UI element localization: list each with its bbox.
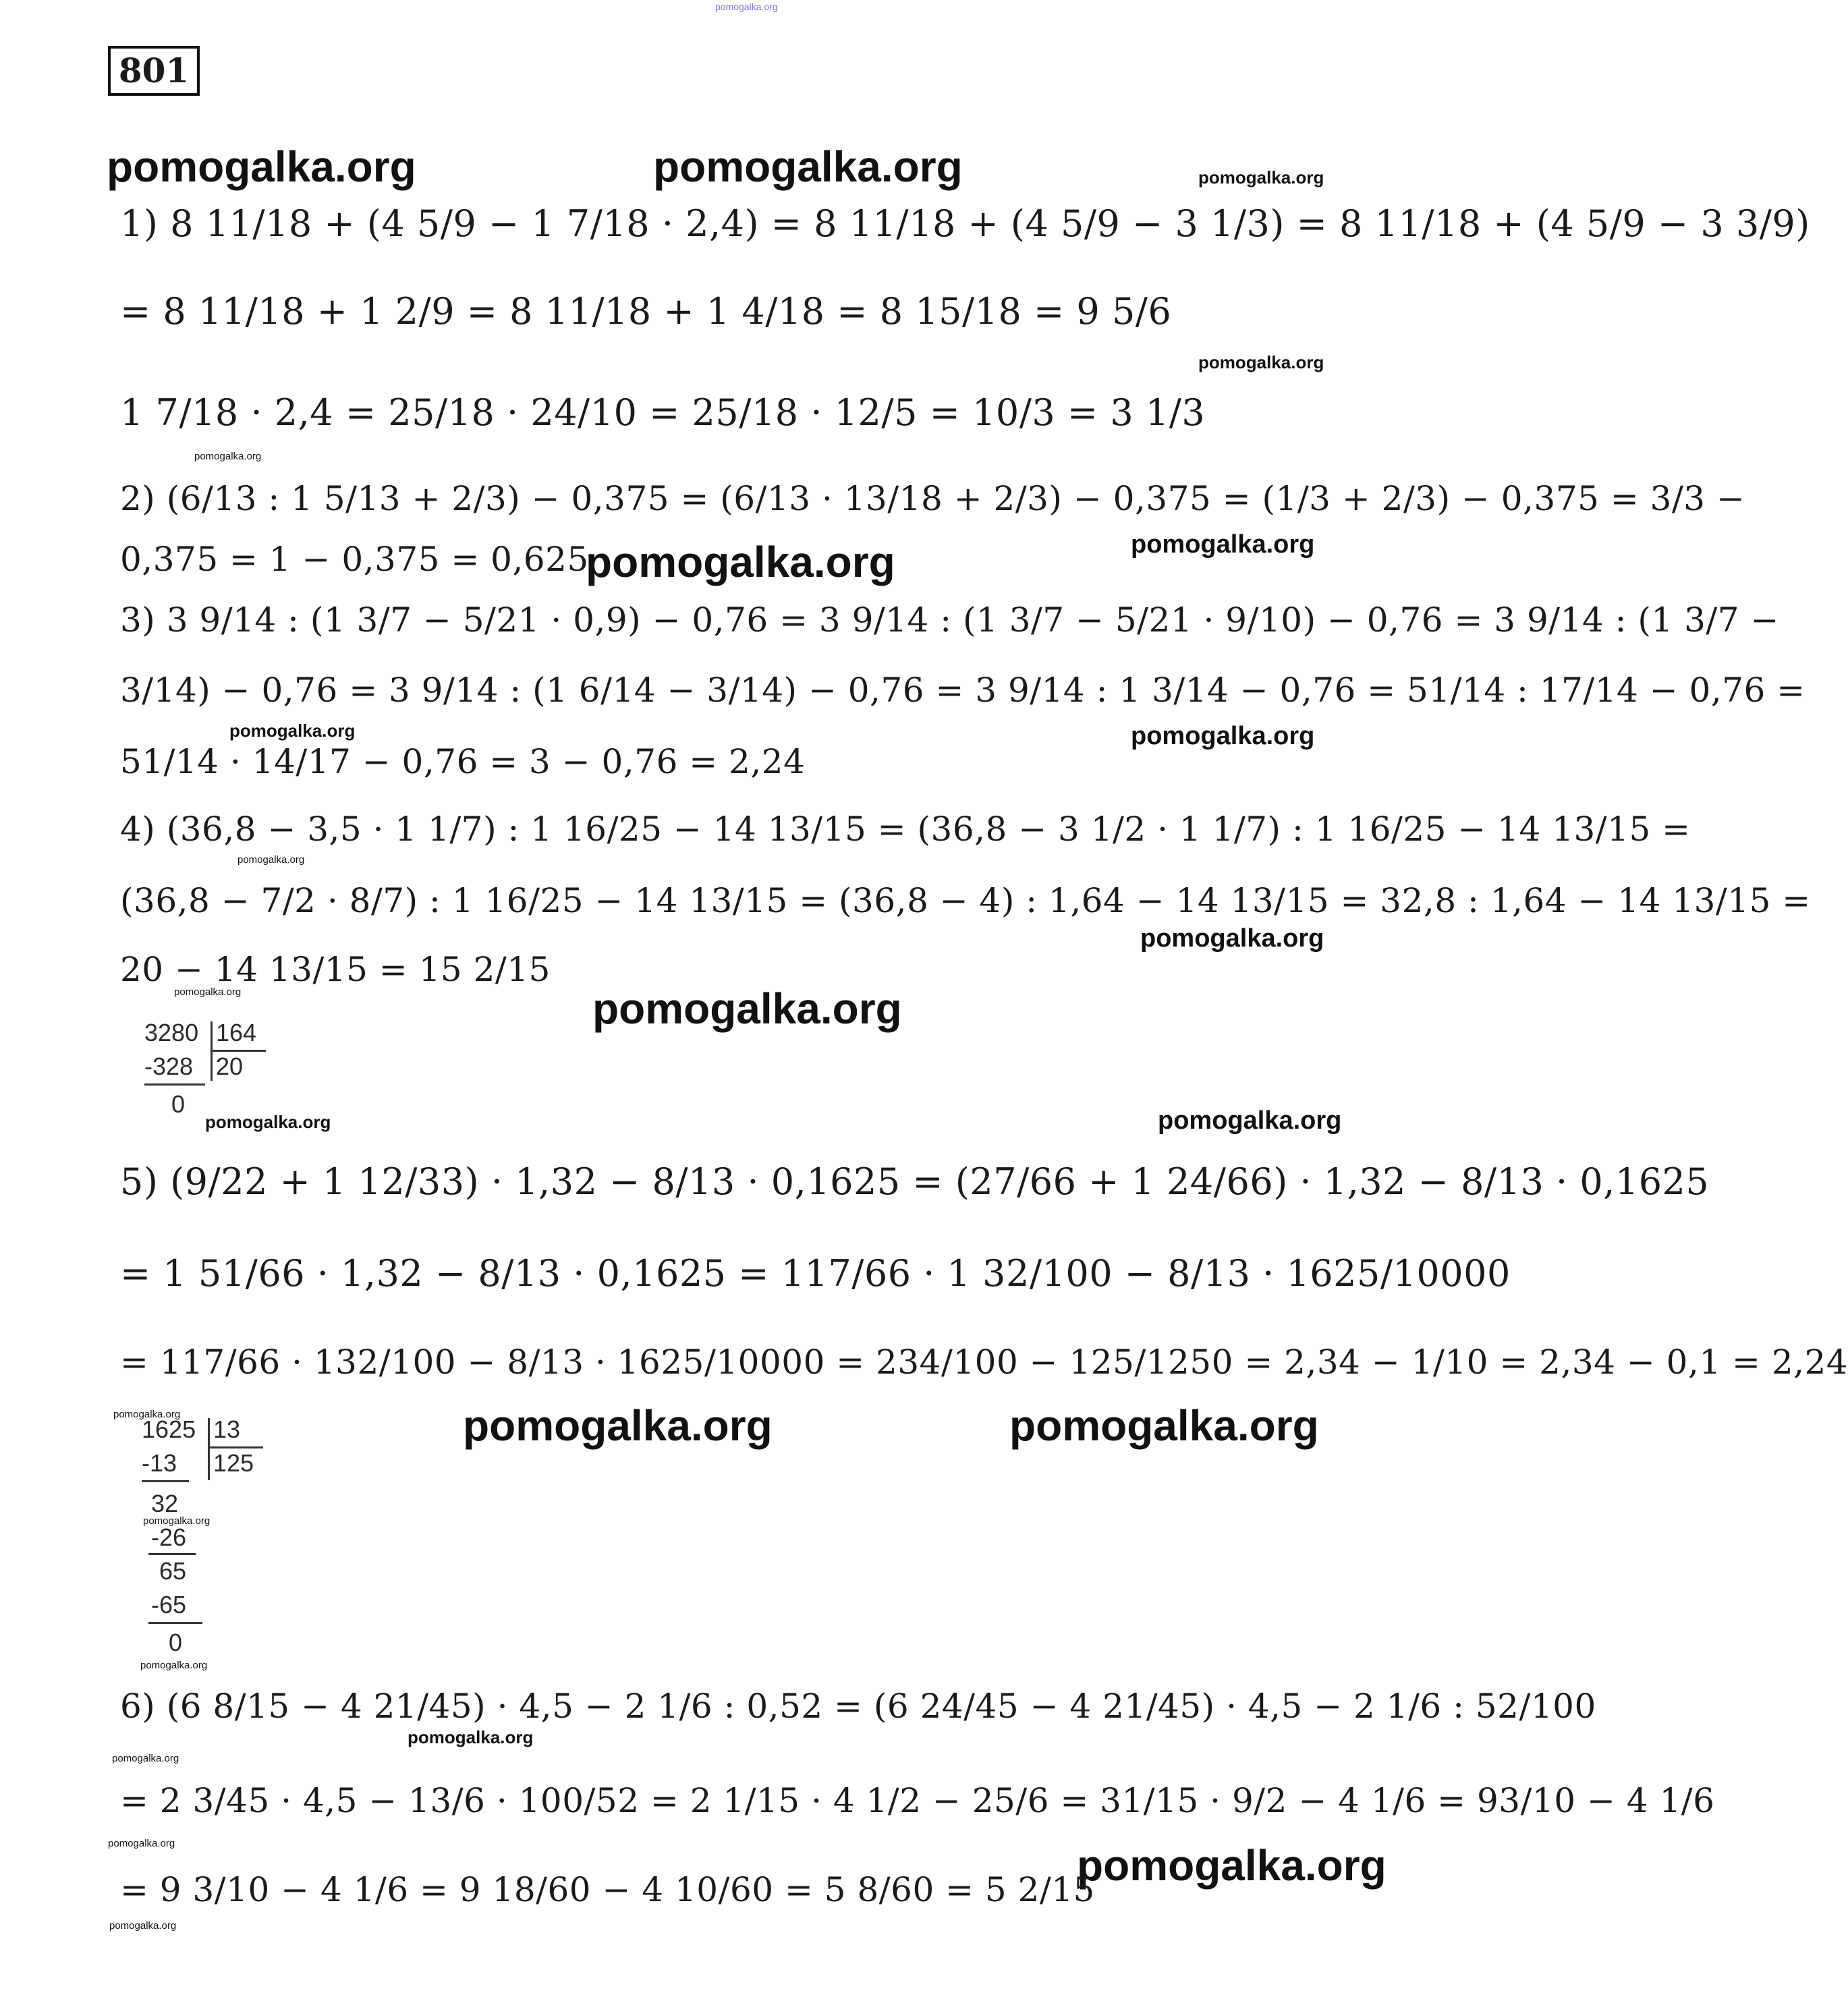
division-remainder: 0: [169, 1629, 183, 1656]
watermark: pomogalka.org: [205, 1112, 331, 1132]
solution-3-line-1: 3) 3 9/14 : (1 3/7 − 5/21 · 0,9) − 0,76 = 3 9/14 : (1 3/7 − 5/21 · 9/10) − 0,76 = 3 9/14 : (1 3/7 −: [120, 600, 1779, 640]
watermark: pomogalka.org: [1131, 530, 1315, 559]
solution-2-line-2: 0,375 = 1 − 0,375 = 0,625: [120, 540, 589, 579]
division-subtrahend: -13: [142, 1449, 177, 1477]
division-divisor: 164: [216, 1019, 257, 1046]
division-remainder: 65: [159, 1557, 187, 1585]
solution-2-line-1: 2) (6/13 : 1 5/13 + 2/3) − 0,375 = (6/13 · 13/18 + 2/3) − 0,375 = (1/3 + 2/3) − 0,375 = 3/3 −: [120, 479, 1745, 518]
top-watermark: pomogalka.org: [715, 1, 778, 12]
watermark: pomogalka.org: [143, 1515, 211, 1527]
watermark: pomogalka.org: [108, 1838, 175, 1849]
division-dividend: 3280: [144, 1019, 199, 1046]
solution-6-line-1: 6) (6 8/15 − 4 21/45) · 4,5 − 2 1/6 : 0,52 = (6 24/45 − 4 21/45) · 4,5 − 2 1/6 : 52/100: [120, 1687, 1596, 1726]
division-quotient: 125: [213, 1449, 254, 1477]
solution-6-line-3: = 9 3/10 − 4 1/6 = 9 18/60 − 4 10/60 = 5 8/60 = 5 2/15: [120, 1870, 1095, 1909]
solution-4-line-3: 20 − 14 13/15 = 15 2/15: [120, 950, 551, 989]
task-number: 801: [108, 46, 200, 96]
long-division-2: [142, 1415, 290, 1658]
watermark: pomogalka.org: [229, 721, 356, 741]
watermark: pomogalka.org: [174, 986, 242, 998]
division-underline: [142, 1480, 189, 1482]
watermark: pomogalka.org: [586, 538, 895, 586]
watermark: pomogalka.org: [463, 1401, 773, 1450]
watermark: pomogalka.org: [1198, 167, 1324, 188]
division-subtrahend: -65: [151, 1591, 187, 1618]
division-remainder: 0: [171, 1090, 186, 1118]
watermark: pomogalka.org: [109, 1920, 177, 1932]
watermark: pomogalka.org: [1158, 1106, 1342, 1135]
watermark: pomogalka.org: [1140, 924, 1324, 953]
division-underline: [144, 1083, 205, 1086]
watermark: pomogalka.org: [653, 142, 963, 191]
division-dividend: 1625: [142, 1415, 196, 1443]
solution-1-line-2: = 8 11/18 + 1 2/9 = 8 11/18 + 1 4/18 = 8 15/18 = 9 5/6: [120, 290, 1172, 333]
watermark: pomogalka.org: [113, 1409, 181, 1420]
watermark: pomogalka.org: [1198, 352, 1324, 372]
division-underline: [148, 1622, 202, 1624]
watermark: pomogalka.org: [107, 142, 416, 191]
watermark: pomogalka.org: [592, 984, 902, 1033]
long-division-1: [144, 1019, 279, 1118]
watermark: pomogalka.org: [1131, 722, 1315, 750]
watermark: pomogalka.org: [237, 854, 305, 866]
solution-4-line-2: (36,8 − 7/2 · 8/7) : 1 16/25 − 14 13/15 = (36,8 − 4) : 1,64 − 14 13/15 = 32,8 : 1,64 − 14 13/15 =: [120, 881, 1811, 920]
watermark: pomogalka.org: [408, 1727, 534, 1747]
solution-5-line-3: = 117/66 · 132/100 − 8/13 · 1625/10000 = 234/100 − 125/1250 = 2,34 − 1/10 = 2,34 − 0,1 = 2,24: [120, 1343, 1848, 1382]
division-underline: [148, 1553, 196, 1555]
solution-1-line-3: 1 7/18 · 2,4 = 25/18 · 24/10 = 25/18 · 12/5 = 10/3 = 3 1/3: [120, 391, 1206, 434]
watermark: pomogalka.org: [112, 1753, 179, 1764]
solution-1-line-1: 1) 8 11/18 + (4 5/9 − 1 7/18 · 2,4) = 8 11/18 + (4 5/9 − 3 1/3) = 8 11/18 + (4 5/9 − 3 3/9): [120, 202, 1810, 245]
division-vertical-line: [208, 1418, 210, 1480]
division-subtrahend: -328: [144, 1052, 194, 1080]
solution-6-line-2: = 2 3/45 · 4,5 − 13/6 · 100/52 = 2 1/15 · 4 1/2 − 25/6 = 31/15 · 9/2 − 4 1/6 = 93/10 − 4 1/6: [120, 1781, 1715, 1820]
watermark: pomogalka.org: [1077, 1841, 1387, 1890]
watermark: pomogalka.org: [140, 1660, 208, 1671]
watermark: pomogalka.org: [194, 451, 262, 462]
division-horizontal-line: [209, 1446, 263, 1448]
division-remainder: 32: [151, 1490, 179, 1517]
solution-4-line-1: 4) (36,8 − 3,5 · 1 1/7) : 1 16/25 − 14 13/15 = (36,8 − 3 1/2 · 1 1/7) : 1 16/25 − 14 13/15 =: [120, 810, 1691, 849]
solution-5-line-1: 5) (9/22 + 1 12/33) · 1,32 − 8/13 · 0,1625 = (27/66 + 1 24/66) · 1,32 − 8/13 · 0,1625: [120, 1160, 1710, 1203]
division-quotient: 20: [216, 1052, 244, 1080]
division-subtrahend: -26: [151, 1523, 187, 1551]
division-horizontal-line: [212, 1050, 266, 1052]
solution-5-line-2: = 1 51/66 · 1,32 − 8/13 · 0,1625 = 117/66 · 1 32/100 − 8/13 · 1625/10000: [120, 1252, 1511, 1295]
solution-3-line-3: 51/14 · 14/17 − 0,76 = 3 − 0,76 = 2,24: [120, 742, 806, 781]
division-divisor: 13: [213, 1415, 241, 1443]
watermark: pomogalka.org: [1009, 1401, 1319, 1450]
solution-3-line-2: 3/14) − 0,76 = 3 9/14 : (1 6/14 − 3/14) − 0,76 = 3 9/14 : 1 3/14 − 0,76 = 51/14 : 17/14 − 0,76 =: [120, 671, 1805, 710]
